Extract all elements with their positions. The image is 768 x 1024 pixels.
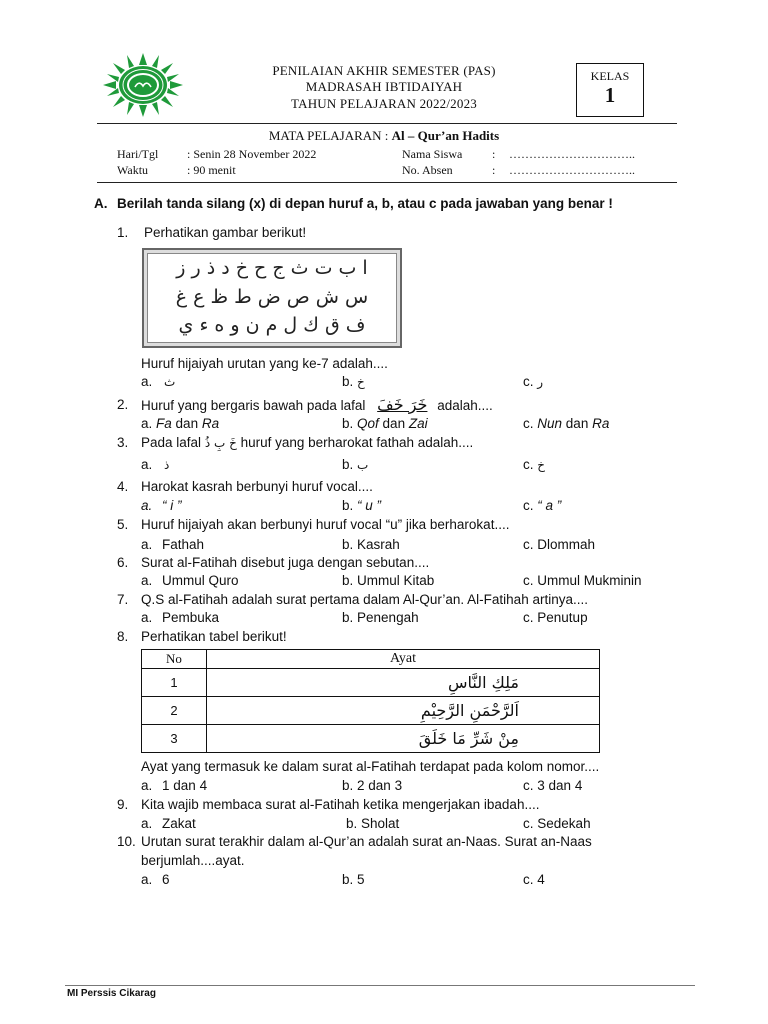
table-cell-no: 1 [142,669,207,697]
day-value: : Senin 28 November 2022 [187,147,317,161]
question-number: 7. [117,592,129,607]
option-text: Fa [156,416,172,431]
option-text: ب [357,458,369,472]
option-text: Pembuka [162,610,220,625]
option-label: a. [141,872,153,887]
table-row [142,697,600,725]
option-label: c. [523,457,534,472]
option-text: Ra [201,416,220,431]
column-header-ayat: Ayat [207,650,600,669]
option-text: “ a ” [537,498,562,513]
absen-label: No. Absen [402,163,453,177]
option-c[interactable] [523,416,609,432]
table-row [142,669,600,697]
name-colon: : [492,147,496,161]
option-a[interactable] [141,573,239,589]
table-row [142,725,600,753]
option-label: a. [141,816,153,831]
option-a[interactable] [141,457,169,473]
option-text: ذ [164,458,170,472]
table-cell-no: 2 [142,697,207,725]
time-label: Waktu [117,163,149,177]
option-label: a. [141,610,153,625]
option-label: b. [342,872,354,887]
option-a[interactable] [141,610,219,626]
option-label: c. [523,610,534,625]
option-text: ث [164,375,176,389]
option-label: b. [342,537,354,552]
option-text: Sholat [361,816,400,831]
table-cell-ayat: اَلرَّحْمَنِ الرَّحِيْمِ [207,697,600,725]
option-label: a. [141,778,153,793]
option-text: Zakat [162,816,196,831]
header-divider [97,123,677,124]
question-text: Surat al-Fatihah disebut juga dengan sebutan.... [141,555,430,570]
option-label: c. [523,374,534,389]
option-text: خ [537,458,546,472]
option-b[interactable] [342,610,419,626]
hijaiyah-letters-image [142,248,402,348]
option-text: Ra [592,416,610,431]
info-divider [97,182,677,183]
option-a[interactable] [141,778,207,794]
option-a[interactable] [141,816,196,832]
table-header-row [142,650,600,669]
option-a[interactable] [141,872,170,888]
name-label: Nama Siswa [402,147,463,161]
question-text: Harokat kasrah berbunyi huruf vocal.... [141,479,373,494]
option-text: Dlommah [537,537,596,552]
footer-divider [65,985,695,986]
option-text: Zai [408,416,428,431]
subject-value: Al – Qur’an Hadits [391,128,500,143]
lafal-arabic: خَرَ خَفَ [377,395,428,414]
question-text [141,397,493,414]
option-text: 6 [162,872,170,887]
section-letter: A. [94,196,108,211]
lafal-arabic: خَ بِ ذُ [204,436,237,450]
option-b[interactable] [342,416,428,432]
exam-title: PENILAIAN AKHIR SEMESTER (PAS) [272,63,496,78]
option-c[interactable] [523,610,588,626]
question-text: Huruf hijaiyah urutan yang ke-7 adalah.... [141,356,388,371]
subject-line [0,128,768,144]
footer-school: MI Perssis Cikarag [67,988,156,999]
question-text: Ayat yang termasuk ke dalam surat al-Fatihah terdapat pada kolom nomor.... [141,759,600,774]
option-text: 4 [537,872,545,887]
option-c[interactable] [523,498,561,514]
option-a[interactable] [141,498,182,514]
kelas-value: 1 [604,83,616,107]
option-text: Ummul Quro [162,573,239,588]
option-label: b. [342,573,354,588]
option-label: c. [523,872,534,887]
option-text: dan [171,416,202,431]
option-text: 2 dan 3 [357,778,403,793]
option-label: b. [346,816,358,831]
question-number: 9. [117,797,129,812]
section-instruction: Berilah tanda silang (x) di depan huruf a, b, atau c pada jawaban yang benar ! [117,196,613,211]
option-label: c. [523,816,534,831]
question-text: Perhatikan tabel berikut! [141,629,287,644]
option-a[interactable] [141,374,175,390]
question-text-pre: Pada lafal [141,435,202,450]
table-cell-ayat: مَلِكِ النَّاسِ [207,669,600,697]
question-text [141,435,473,451]
option-b[interactable] [342,498,381,514]
option-text: Ummul Mukminin [537,573,642,588]
option-text: Penutup [537,610,588,625]
hijaiyah-row: ف ق ك ل م ن و ه ء ي [178,314,366,336]
option-c[interactable] [523,816,591,832]
option-b[interactable] [346,816,399,832]
option-c[interactable] [523,778,582,794]
option-b[interactable] [342,778,402,794]
hijaiyah-row: ا ب ت ث ج ح خ د ذ ر ز [176,257,368,279]
absen-colon: : [492,163,496,177]
column-header-no: No [142,650,207,669]
option-label: a. [141,498,153,513]
ayat-table [141,649,600,753]
option-label: b. [342,778,354,793]
option-text: 1 dan 4 [162,778,208,793]
question-number: 2. [117,397,129,412]
option-text: “ i ” [162,498,182,513]
kelas-box [576,63,644,117]
question-text-continued: berjumlah....ayat. [141,853,245,868]
option-text: dan [378,416,409,431]
option-label: a. [141,573,153,588]
question-text-pre: Huruf yang bergaris bawah pada lafal [141,398,366,413]
option-c[interactable] [523,374,543,390]
option-label: a. [141,457,153,472]
option-text: 3 dan 4 [537,778,583,793]
option-label: b. [342,610,354,625]
option-text: “ u ” [357,498,382,513]
subject-label: MATA PELAJARAN : [268,128,392,143]
option-label: c. [523,537,534,552]
option-b[interactable] [342,573,434,589]
option-text: Penengah [357,610,419,625]
option-b[interactable] [342,537,400,553]
option-text: Qof [357,416,379,431]
time-value: : 90 menit [187,163,236,177]
question-text: Kita wajib membaca surat al-Fatihah ketika mengerjakan ibadah.... [141,797,540,812]
question-text: Urutan surat terakhir dalam al-Qur’an adalah surat an-Naas. Surat an-Naas [141,834,592,849]
option-label: a. [141,374,153,389]
hijaiyah-row: س ش ص ض ط ظ ع غ [175,286,369,308]
question-number: 10. [117,834,136,849]
option-c[interactable] [523,872,545,888]
question-text: Perhatikan gambar berikut! [144,225,307,240]
question-number: 8. [117,629,129,644]
option-b[interactable] [342,374,365,390]
option-text: Kasrah [357,537,400,552]
option-label: c. [523,778,534,793]
option-label: a. [141,416,153,431]
option-text: Nun [537,416,563,431]
option-text: خ [357,375,365,389]
option-c[interactable] [523,457,545,473]
option-a[interactable] [141,537,204,553]
table-cell-ayat: مِنْ شَرِّ مَا خَلَقَ [207,725,600,753]
option-label: c. [523,573,534,588]
option-text: Ummul Kitab [357,573,435,588]
option-label: b. [342,416,354,431]
option-text: Sedekah [537,816,591,831]
option-label: b. [342,457,354,472]
option-text: Fathah [162,537,205,552]
question-text-post: huruf yang berharokat fathah adalah.... [240,435,474,450]
option-a[interactable] [141,416,219,432]
option-label: c. [523,498,534,513]
school-year: TAHUN PELAJARAN 2022/2023 [291,96,477,111]
option-b[interactable] [342,457,368,473]
option-c[interactable] [523,573,642,589]
school-type: MADRASAH IBTIDAIYAH [305,79,463,94]
question-number: 1. [117,225,129,240]
option-b[interactable] [342,872,365,888]
option-text: dan [562,416,593,431]
option-text: ر [537,375,544,389]
option-text: 5 [357,872,365,887]
question-number: 5. [117,517,129,532]
option-label: a. [141,537,153,552]
question-number: 4. [117,479,129,494]
question-number: 6. [117,555,129,570]
question-text: Q.S al-Fatihah adalah surat pertama dalam Al-Qur’an. Al-Fatihah artinya.... [141,592,588,607]
option-label: b. [342,498,354,513]
question-text-post: adalah.... [437,398,493,413]
option-label: c. [523,416,534,431]
question-number: 3. [117,435,129,450]
option-label: b. [342,374,354,389]
kelas-label: KELAS [590,69,630,83]
option-c[interactable] [523,537,595,553]
absen-field[interactable]: ………………………….. [509,163,635,177]
name-field[interactable]: ………………………….. [509,147,635,161]
day-label: Hari/Tgl [117,147,159,161]
table-cell-no: 3 [142,725,207,753]
question-text: Huruf hijaiyah akan berbunyi huruf vocal “u” jika berharokat.... [141,517,510,532]
